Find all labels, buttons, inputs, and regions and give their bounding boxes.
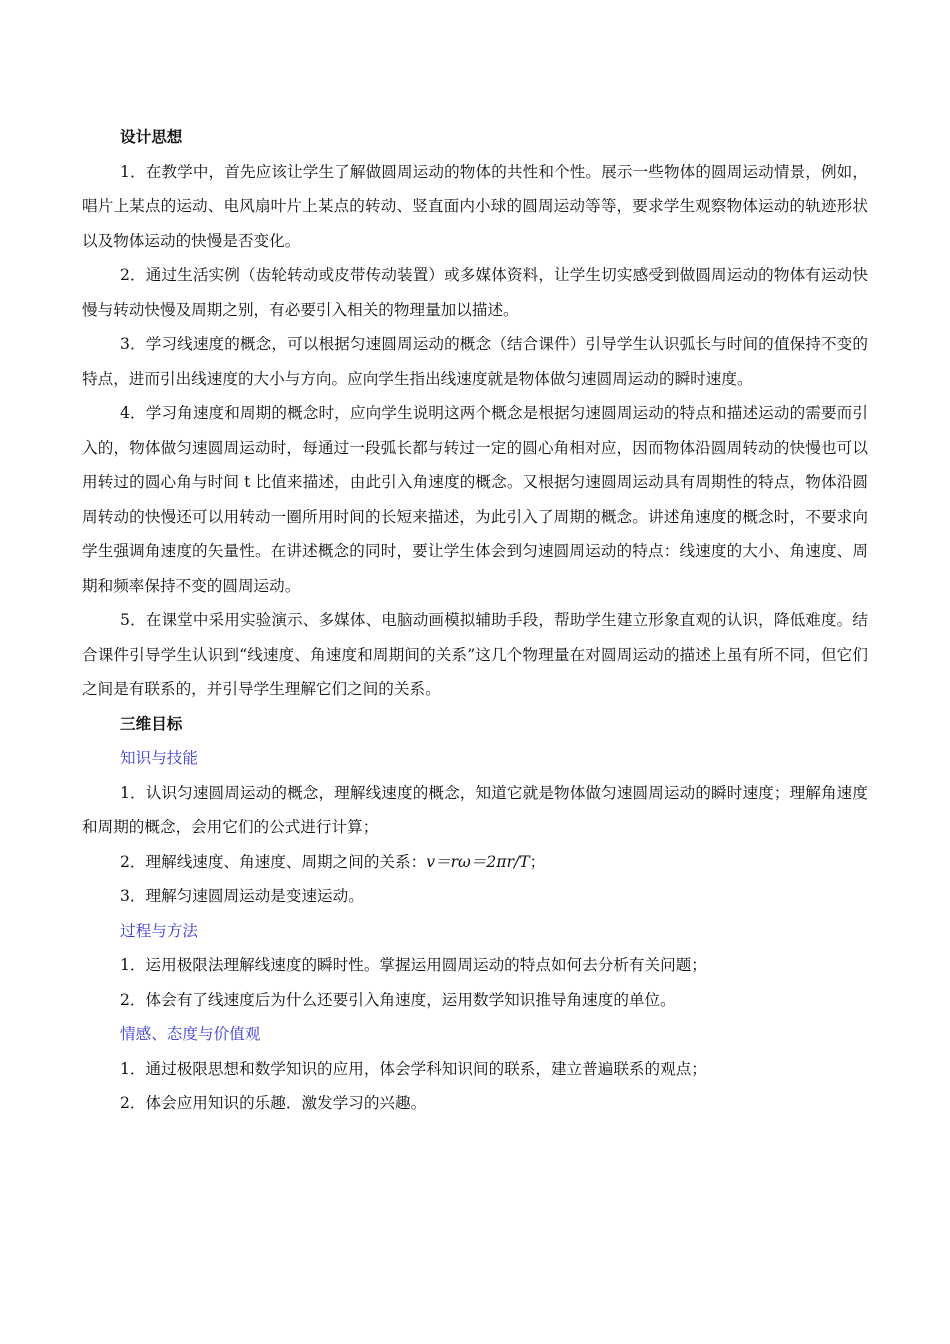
design-paragraph-2: 2．通过生活实例（齿轮转动或皮带传动装置）或多媒体资料，让学生切实感受到做圆周运动的物体有运动快慢与转动快慢及周期之别，有必要引入相关的物理量加以描述。: [82, 266, 868, 319]
process-item-1: 1．运用极限法理解线速度的瞬时性。掌握运用圆周运动的特点如何去分析有关问题；: [120, 956, 707, 974]
design-paragraph-3: 3．学习线速度的概念，可以根据匀速圆周运动的概念（结合课件）引导学生认识弧长与时间的值保持不变的特点，进而引出线速度的大小与方向。应向学生指出线速度就是物体做匀速圆周运动的瞬时速度。: [82, 335, 868, 388]
process-item-2: 2．体会有了线速度后为什么还要引入角速度，运用数学知识推导角速度的单位。: [120, 990, 676, 1009]
design-paragraph-1: 1．在教学中，首先应该让学生了解做圆周运动的物体的共性和个性。展示一些物体的圆周运动情景，例如，唱片上某点的运动、电风扇叶片上某点的转动、竖直面内小球的圆周运动等等，要求学生观察物体运动的轨迹形状以及物体运动的快慢是否变化。: [82, 162, 868, 250]
attitude-item-1: 1．通过极限思想和数学知识的应用，体会学科知识间的联系，建立普遍联系的观点；: [120, 1059, 707, 1078]
knowledge-item-1: 1．认识匀速圆周运动的概念，理解线速度的概念，知道它就是物体做匀速圆周运动的瞬时速度；理解角速度和周期的概念，会用它们的公式进行计算；: [82, 783, 868, 836]
attitude-item-2: 2．体会应用知识的乐趣．激发学习的兴趣。: [120, 1094, 427, 1112]
knowledge-item-2-end: ；: [529, 852, 546, 871]
goals-heading: 三维目标: [120, 714, 183, 733]
design-heading: 设计思想: [120, 128, 183, 146]
design-paragraph-5: 5．在课堂中采用实验演示、多媒体、电脑动画模拟辅助手段，帮助学生建立形象直观的认识，降低难度。结合课件引导学生认识到“线速度、角速度和周期间的关系”这几个物理量在对圆周运动的描述上虽有所不同，但它们之间是有联系的，并引导学生理解它们之间的关系。: [82, 611, 868, 698]
knowledge-subheading: 知识与技能: [120, 749, 198, 767]
velocity-formula: v＝rω＝2πr/T: [426, 852, 530, 871]
knowledge-item-2: [82, 845, 868, 880]
document-content: [82, 120, 868, 1121]
design-paragraph-4: 4．学习角速度和周期的概念时，应向学生说明这两个概念是根据匀速圆周运动的特点和描述运动的需要而引入的，物体做匀速圆周运动时，每通过一段弧长都与转过一定的圆心角相对应，因而物体沿圆周转动的快慢也可以用转过的圆心角与时间 t 比值来描述，由此引入角速度的概念。又根据匀速圆周运动具有周期性的特点，物体沿圆周转动的快慢还可以用转动一圈所用时间的长短来描述，为此引入了周期的概念。讲述角速度的概念时，不要求向学生强调角速度的矢量性。在讲述概念的同时，要让学生体会到匀速圆周运动的特点：线速度的大小、角速度、周期和频率保持不变的圆周运动。: [82, 404, 868, 595]
knowledge-item-3: 3．理解匀速圆周运动是变速运动。: [120, 887, 364, 905]
knowledge-item-2-text: 2．理解线速度、角速度、周期之间的关系：: [120, 852, 427, 871]
attitude-subheading: 情感、态度与价值观: [120, 1025, 261, 1043]
process-subheading: 过程与方法: [120, 921, 198, 940]
